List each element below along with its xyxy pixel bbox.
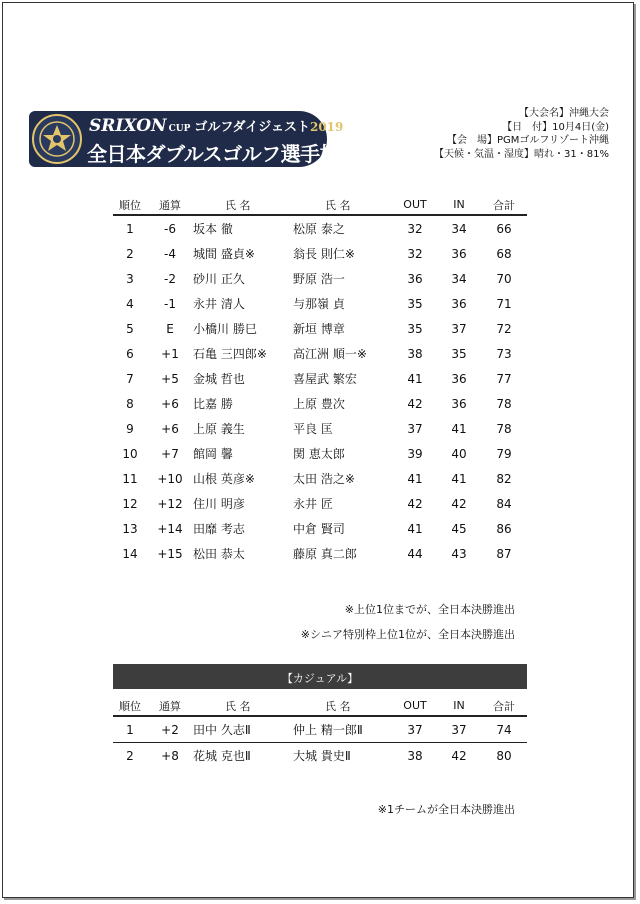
cell-rank: 4 xyxy=(126,296,134,311)
cell-out: 36 xyxy=(407,271,423,286)
cell-player1: 小橋川 勝巳 xyxy=(193,322,257,336)
cell-in: 45 xyxy=(451,521,467,536)
casual-section-label: 【カジュアル】 xyxy=(281,672,359,685)
cell-player2: 中倉 賢司 xyxy=(293,522,345,536)
cell-total-par: -2 xyxy=(164,271,176,286)
cell-total-par: E xyxy=(166,321,174,336)
cell-player1: 比嘉 勝 xyxy=(193,397,233,411)
cell-player2: 野原 浩一 xyxy=(293,272,345,286)
col-rank: 順位 xyxy=(113,696,147,716)
cell-total-par: +6 xyxy=(161,421,179,436)
col-total: 合計 xyxy=(481,696,527,716)
cell-in: 40 xyxy=(451,446,467,461)
cell-total-par: +6 xyxy=(161,396,179,411)
cell-player1: 田靡 考志 xyxy=(193,522,245,536)
cell-total: 79 xyxy=(496,446,512,461)
header-row xyxy=(113,195,527,215)
emblem-icon xyxy=(31,113,83,165)
cell-rank: 2 xyxy=(126,748,134,763)
cell-player2: 太田 浩之※ xyxy=(293,472,355,486)
cell-player2: 関 恵太郎 xyxy=(293,447,345,461)
cell-total-par: +1 xyxy=(161,346,179,361)
tournament-logo xyxy=(29,111,344,167)
cell-player2: 翁長 則仁※ xyxy=(293,247,355,261)
cell-in: 43 xyxy=(451,546,467,561)
cell-out: 42 xyxy=(407,496,423,511)
senior-note: ※シニア特別枠上位1位が、全日本決勝進出 xyxy=(300,628,515,641)
col-out: OUT xyxy=(393,696,437,716)
event-date: 【日 付】10月4日(金) xyxy=(502,121,609,133)
cell-total-par: +8 xyxy=(161,748,179,763)
table-row xyxy=(113,416,527,441)
cell-out: 32 xyxy=(407,221,423,236)
cell-player1: 城間 盛貞※ xyxy=(193,247,255,261)
qualification-note: ※上位1位までが、全日本決勝進出 xyxy=(344,603,515,616)
cell-rank: 11 xyxy=(122,471,138,486)
col-in: IN xyxy=(437,195,481,215)
cell-rank: 6 xyxy=(126,346,134,361)
cell-in: 36 xyxy=(451,371,467,386)
cell-out: 44 xyxy=(407,546,423,561)
cell-rank: 5 xyxy=(126,321,134,336)
cell-total: 71 xyxy=(496,296,512,311)
table-row xyxy=(113,441,527,466)
cell-player1: 花城 克也Ⅱ xyxy=(193,749,251,763)
cell-in: 34 xyxy=(451,271,467,286)
cell-total: 72 xyxy=(496,321,512,336)
cell-out: 42 xyxy=(407,396,423,411)
cell-total: 78 xyxy=(496,421,512,436)
table-row xyxy=(113,391,527,416)
cell-player1: 住川 明彦 xyxy=(193,497,245,511)
cell-out: 41 xyxy=(407,371,423,386)
table-row xyxy=(113,743,527,769)
cell-out: 38 xyxy=(407,748,423,763)
casual-results-table xyxy=(113,696,527,768)
col-total-par: 通算 xyxy=(147,195,193,215)
cell-total: 86 xyxy=(496,521,512,536)
casual-header-row xyxy=(113,696,527,716)
cell-player1: 金城 哲也 xyxy=(193,372,245,386)
results-table xyxy=(113,195,527,566)
cell-rank: 1 xyxy=(113,716,147,743)
col-out: OUT xyxy=(393,195,437,215)
cell-out: 41 xyxy=(407,471,423,486)
casual-note: ※1チームが全日本決勝進出 xyxy=(377,803,515,816)
cell-total: 82 xyxy=(496,471,512,486)
cell-total: 87 xyxy=(496,546,512,561)
cell-total: 68 xyxy=(496,246,512,261)
cell-in: 41 xyxy=(451,471,467,486)
cell-total-par: +7 xyxy=(161,446,179,461)
cell-total-par: -4 xyxy=(164,246,176,261)
table-row xyxy=(113,241,527,266)
table-row xyxy=(113,366,527,391)
cell-in: 36 xyxy=(451,396,467,411)
cell-rank: 2 xyxy=(126,246,134,261)
cell-total-par: -6 xyxy=(164,221,176,236)
casual-section-header xyxy=(113,664,527,689)
cell-total-par: +15 xyxy=(157,546,183,561)
cell-player2: 高江洲 順一※ xyxy=(293,347,367,361)
table-row xyxy=(113,291,527,316)
cell-total: 84 xyxy=(496,496,512,511)
cell-total: 77 xyxy=(496,371,512,386)
cell-player2: 永井 匠 xyxy=(293,497,333,511)
cell-player1: 石亀 三四郎※ xyxy=(193,347,267,361)
cell-total: 74 xyxy=(481,716,527,743)
col-name2: 氏 名 xyxy=(293,696,393,716)
logo-title: 全日本ダブルスゴルフ選手権 xyxy=(87,142,340,166)
cell-out: 37 xyxy=(393,716,437,743)
cell-out: 37 xyxy=(407,421,423,436)
cell-in: 42 xyxy=(451,496,467,511)
cell-total-par: +12 xyxy=(157,496,183,511)
cell-player1: 山根 英彦※ xyxy=(193,472,255,486)
cell-total-par: -1 xyxy=(164,296,176,311)
cell-out: 35 xyxy=(407,321,423,336)
cell-player1: 坂本 徹 xyxy=(193,222,233,236)
logo-brand: SRIXON CUP ゴルフダイジェスト2019 xyxy=(89,116,344,136)
cell-player1: 永井 清人 xyxy=(193,297,245,311)
col-total-par: 通算 xyxy=(147,696,193,716)
cell-player1: 館岡 馨 xyxy=(193,447,233,461)
cell-out: 38 xyxy=(407,346,423,361)
col-in: IN xyxy=(437,696,481,716)
table-row xyxy=(113,466,527,491)
table-row xyxy=(113,541,527,566)
cell-total: 66 xyxy=(496,221,512,236)
cell-out: 39 xyxy=(407,446,423,461)
cell-player2: 松原 泰之 xyxy=(293,222,345,236)
cell-total-par: +2 xyxy=(147,716,193,743)
cell-in: 36 xyxy=(451,246,467,261)
cell-player2: 新垣 博章 xyxy=(293,322,345,336)
cell-total-par: +10 xyxy=(157,471,183,486)
cell-player2: 与那嶺 貞 xyxy=(293,297,345,311)
cell-rank: 8 xyxy=(126,396,134,411)
col-rank: 順位 xyxy=(113,195,147,215)
document-page xyxy=(2,2,634,898)
cell-player2: 喜屋武 繁宏 xyxy=(293,372,357,386)
cell-rank: 14 xyxy=(122,546,138,561)
col-name1: 氏 名 xyxy=(193,696,293,716)
cell-total: 73 xyxy=(496,346,512,361)
col-name1: 氏 名 xyxy=(193,195,293,215)
cell-in: 35 xyxy=(451,346,467,361)
table-row xyxy=(113,491,527,516)
cell-player2: 平良 匡 xyxy=(293,422,333,436)
col-total: 合計 xyxy=(481,195,527,215)
cell-total: 80 xyxy=(496,748,512,763)
cell-rank: 3 xyxy=(126,271,134,286)
table-row xyxy=(113,341,527,366)
cell-player1: 砂川 正久 xyxy=(193,272,245,286)
cell-rank: 13 xyxy=(122,521,138,536)
cell-rank: 12 xyxy=(122,496,138,511)
cell-in: 34 xyxy=(451,221,467,236)
cell-out: 41 xyxy=(407,521,423,536)
table-row xyxy=(113,215,527,241)
cell-player1: 松田 恭太 xyxy=(193,547,245,561)
cell-total: 78 xyxy=(496,396,512,411)
event-venue: 【会 場】PGMゴルフリゾート沖縄 xyxy=(446,135,609,146)
cell-total-par: +14 xyxy=(157,521,183,536)
cell-player1: 田中 久志Ⅱ xyxy=(193,716,293,743)
col-name2: 氏 名 xyxy=(293,195,393,215)
cell-out: 32 xyxy=(407,246,423,261)
cell-rank: 1 xyxy=(126,221,134,236)
cell-rank: 10 xyxy=(122,446,138,461)
table-row xyxy=(113,516,527,541)
cell-out: 35 xyxy=(407,296,423,311)
cell-in: 37 xyxy=(437,716,481,743)
cell-total: 70 xyxy=(496,271,512,286)
cell-rank: 7 xyxy=(126,371,134,386)
cell-player2: 藤原 真二郎 xyxy=(293,547,357,561)
event-info xyxy=(434,107,609,161)
cell-in: 36 xyxy=(451,296,467,311)
cell-total-par: +5 xyxy=(161,371,179,386)
table-row xyxy=(113,316,527,341)
event-weather: 【天候・気温・湿度】晴れ・31・81% xyxy=(434,148,609,160)
cell-player2: 大城 貴史Ⅱ xyxy=(293,749,351,763)
cell-in: 42 xyxy=(451,748,467,763)
cell-player2: 上原 豊次 xyxy=(293,397,345,411)
cell-in: 37 xyxy=(451,321,467,336)
cell-player1: 上原 義生 xyxy=(193,422,245,436)
table-row xyxy=(113,716,527,743)
table-row xyxy=(113,266,527,291)
cell-player2: 仲上 精一郎Ⅱ xyxy=(293,716,393,743)
cell-rank: 9 xyxy=(126,421,134,436)
event-name: 【大会名】沖縄大会 xyxy=(519,108,609,119)
cell-in: 41 xyxy=(451,421,467,436)
